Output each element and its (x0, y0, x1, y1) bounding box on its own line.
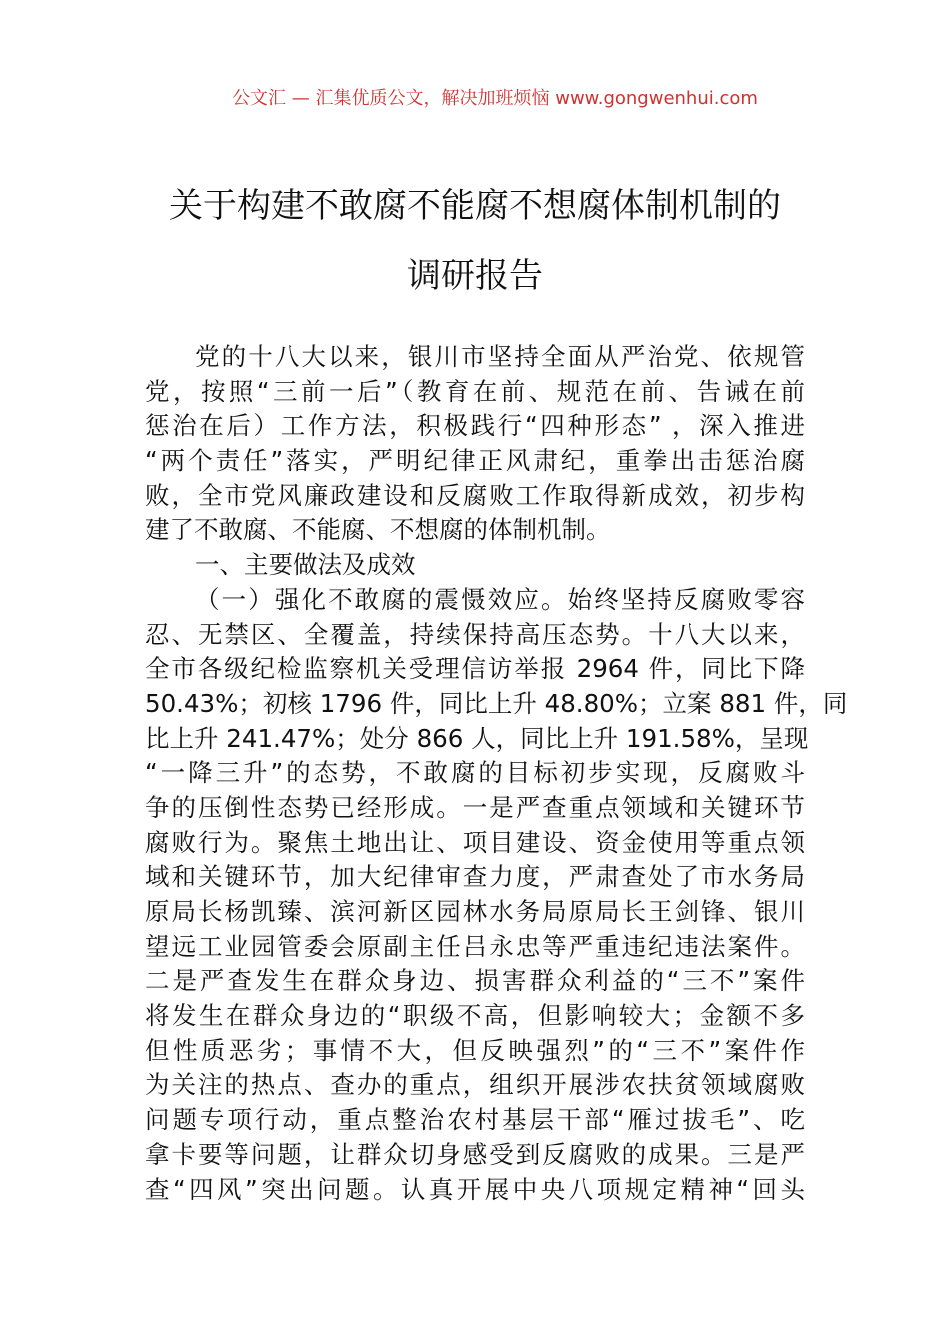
body-line: 将发生在群众身边的“职级不高，但影响较大；金额不多 (145, 1001, 805, 1031)
section-heading: 一、主要做法及成效 (195, 550, 416, 580)
document-title-line-1: 关于构建不敢腐不能腐不想腐体制机制的 (169, 186, 781, 226)
body-line: 比上升 241.47%；处分 866 人，同比上升 191.58%，呈现 (145, 723, 809, 753)
body-line: 望远工业园管委会原副主任吕永忠等严重违纪违法案件。 (145, 931, 805, 961)
body-line: 原局长杨凯臻、滨河新区园林水务局原局长王剑锋、银川 (145, 897, 805, 926)
body-line: “两个责任”落实，严明纪律正风肃纪，重拳出击惩治腐 (145, 446, 805, 476)
body-line: 二是严查发生在群众身边、损害群众利益的“三不”案件 (145, 966, 805, 996)
body-line: 50.43%；初核 1796 件，同比上升 48.80%；立案 881 件，同 (145, 688, 848, 718)
body-line: （一）强化不敢腐的震慑效应。始终坚持反腐败零容 (195, 584, 805, 614)
body-line: 查“四风”突出问题。认真开展中央八项规定精神“回头 (145, 1174, 805, 1204)
body-line: 建了不敢腐、不能腐、不想腐的体制机制。 (145, 515, 611, 545)
body-line: 惩治在后）工作方法，积极践行“四种形态” ，深入推进 (145, 411, 805, 441)
body-line: 争的压倒性态势已经形成。一是严查重点领域和关键环节 (145, 792, 805, 822)
body-line: “一降三升”的态势，不敢腐的目标初步实现，反腐败斗 (145, 758, 805, 788)
body-line: 败，全市党风廉政建设和反腐败工作取得新成效，初步构 (145, 480, 805, 510)
body-line: 为关注的热点、查办的重点，组织开展涉农扶贫领域腐败 (145, 1070, 805, 1100)
body-line: 拿卡要等问题，让群众切身感受到反腐败的成果。三是严 (145, 1139, 805, 1169)
document-body (145, 340, 848, 1207)
body-line: 党的十八大以来，银川市坚持全面从严治党、依规管 (195, 342, 805, 371)
watermark-header: 公文汇 — 汇集优质公文，解决加班烦恼 www.gongwenhui.com (232, 88, 758, 109)
body-line: 忍、无禁区、全覆盖，持续保持高压态势。十八大以来， (145, 619, 805, 649)
body-line: 域和关键环节，加大纪律审查力度，严肃查处了市水务局 (145, 862, 805, 892)
body-line: 但性质恶劣；事情不大，但反映强烈”的“三不”案件作 (145, 1035, 805, 1065)
body-line: 问题专项行动，重点整治农村基层干部“雁过拔毛”、吃 (145, 1105, 805, 1135)
body-line: 腐败行为。聚焦土地出让、项目建设、资金使用等重点领 (145, 827, 805, 857)
body-line: 党，按照“三前一后”（教育在前、规范在前、告诫在前 (145, 376, 805, 406)
body-line: 全市各级纪检监察机关受理信访举报 2964 件，同比下降 (145, 654, 805, 684)
document-title-line-2: 调研报告 (407, 256, 543, 296)
